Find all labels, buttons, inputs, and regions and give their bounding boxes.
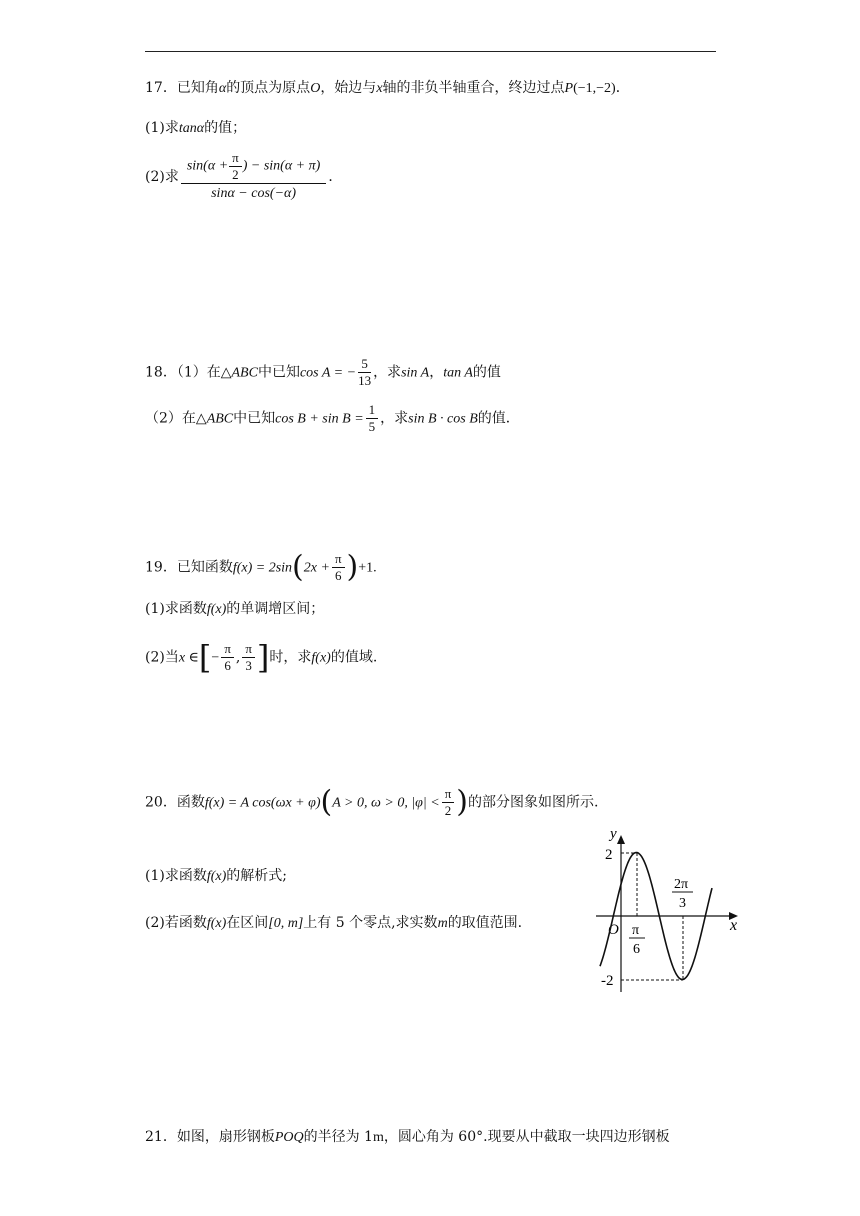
q20-fraction: $\frac{\pi}{2}$: [442, 786, 455, 819]
q18-part1: 18．（1）在△ABC中已知cos A = − $\frac{5}{13}$ ，求sin A，tan A的值: [145, 356, 501, 388]
x-tick-2pi-3-den: 3: [679, 896, 686, 911]
x-tick-pi-6-num: π: [632, 923, 640, 938]
q20-stem: 20．函数f(x) = A cos(ωx + φ)(A > 0, ω > 0, |φ| < $\frac{\pi}{2}$ )的部分图象如图所示.: [145, 784, 599, 820]
q20-part2: (2)若函数f(x)在区间[0, m]上有 5 个零点,求实数m的取值范围.: [145, 915, 523, 931]
q18-fraction-1: $\frac{5}{13}$: [358, 356, 372, 388]
q17-stem: 17．已知角α的顶点为原点O，始边与x轴的非负半轴重合，终边过点P(−1,−2)．: [145, 80, 630, 96]
q19-part2: (2)当x ∈[− $\frac{\pi}{6}$ , $\frac{\pi}{3}$ ]时，求f(x)的值域.: [145, 638, 378, 677]
q20-part1: (1)求函数f(x)的解析式;: [145, 868, 287, 884]
x-tick-pi-6-den: 6: [633, 942, 640, 957]
x-axis-label: x: [730, 917, 738, 934]
x-tick-2pi-3-num: 2π: [674, 877, 689, 892]
y-max-label: 2: [605, 847, 613, 863]
q18-fraction-2: $\frac{1}{5}$: [366, 402, 379, 435]
origin-label: O: [608, 922, 619, 938]
q19-fraction: $\frac{\pi}{6}$: [332, 551, 345, 584]
q17-fraction: sin(α + $\frac{\pi}{2}$ ) − sin(α + π) sinα − cos(−α): [181, 150, 326, 204]
q18-part2: （2）在△ABC中已知cos B + sin B = $\frac{1}{5}$ ，求sin B · cos B的值．: [145, 402, 520, 434]
q19-stem: 19．已知函数f(x) = 2sin(2x + $\frac{\pi}{6}$ )+1.: [145, 549, 377, 585]
q21-stem: 21．如图，扇形钢板POQ的半径为 1m，圆心角为 60°.现要从中截取一块四边形钢板: [145, 1129, 670, 1145]
q17-part2: (2)求 sin(α + $\frac{\pi}{2}$ ) − sin(α + π) sinα − cos(−α) ．: [145, 150, 342, 204]
y-axis-label: y: [610, 826, 617, 842]
y-min-label: -2: [601, 973, 614, 989]
q17-part1: (1)求tanα的值；: [145, 120, 247, 136]
function-graph: [588, 822, 744, 1000]
y-axis-arrow: [617, 835, 625, 844]
q19-part1: (1)求函数f(x)的单调增区间；: [145, 601, 325, 617]
header-rule: [145, 51, 716, 52]
